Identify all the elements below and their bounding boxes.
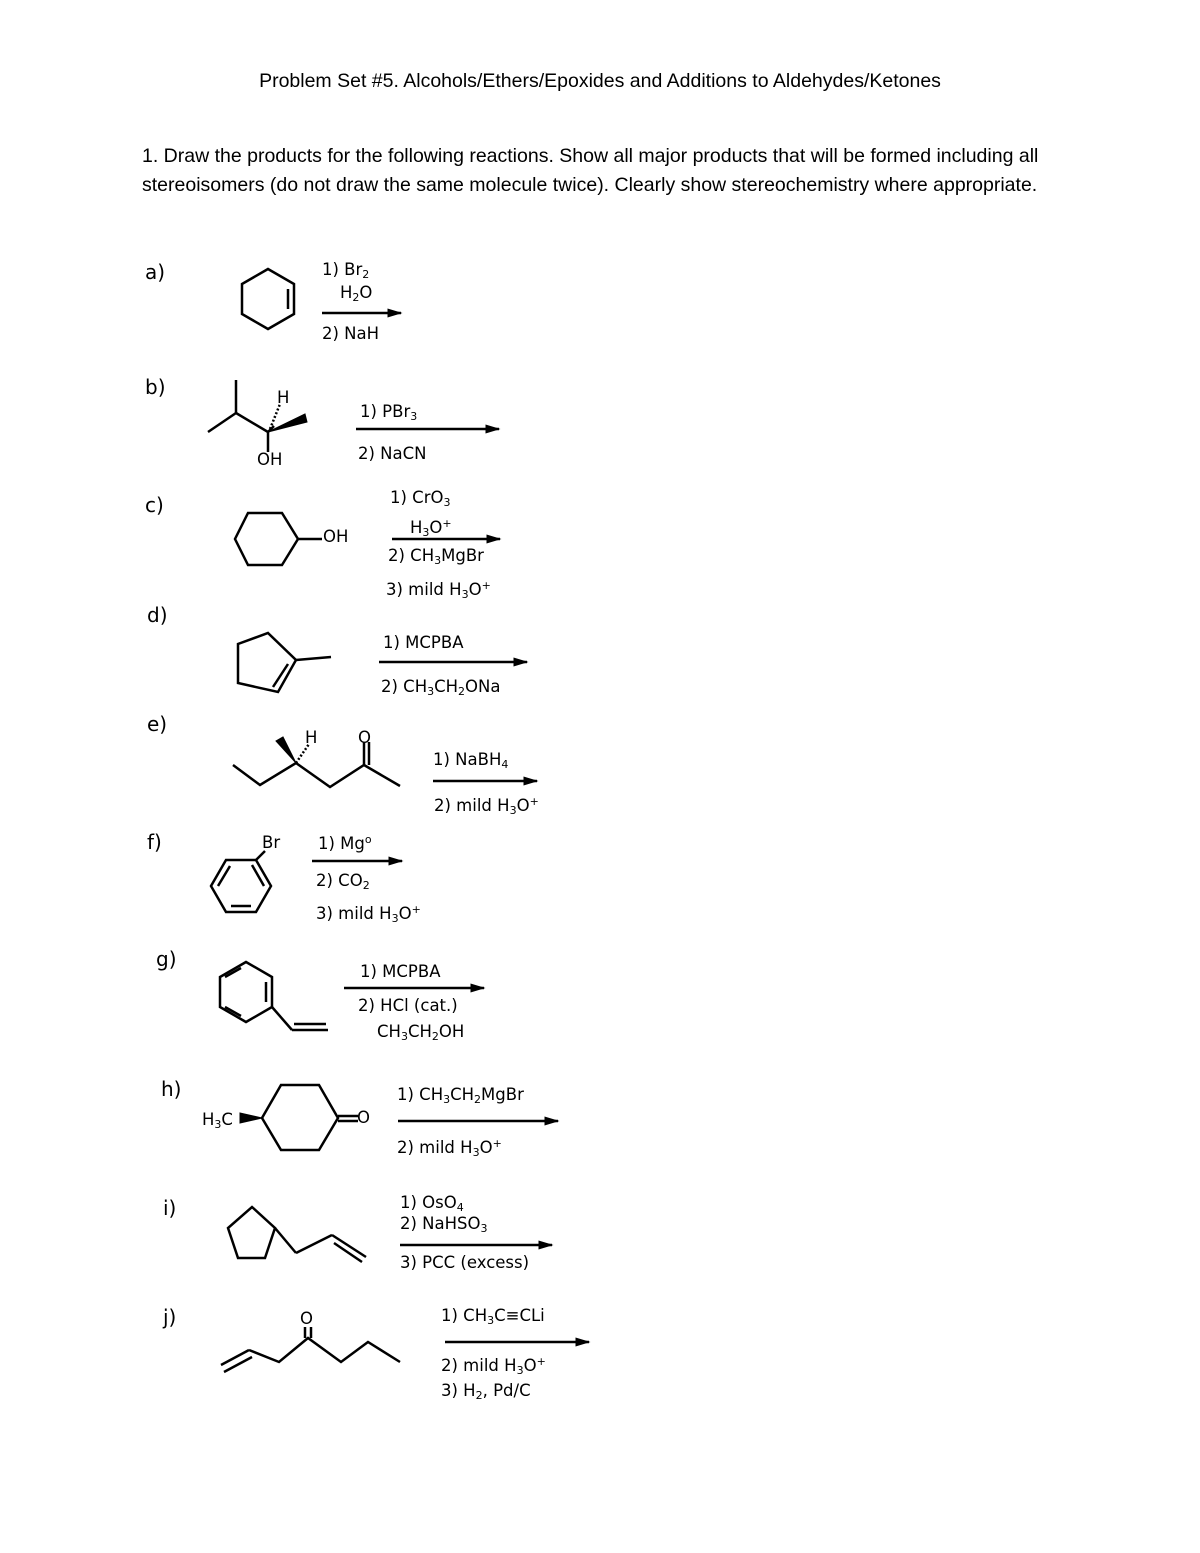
atom-label-e-h: H — [305, 728, 318, 747]
atom-label-f-br: Br — [262, 833, 281, 852]
reagent-f-2: 2) $CO_2$ — [316, 871, 370, 892]
reagent-c-1: 1) CrO$_3$ — [390, 488, 451, 509]
reagent-h-2: 2) mild $H_3O^+$ — [397, 1137, 502, 1159]
reagent-f-3: 3) mild $H_3O^+$ — [316, 903, 421, 925]
structure-d-methylcyclopentene — [238, 633, 331, 692]
problem-label-h: h) — [161, 1077, 182, 1101]
reagent-a-1: 1) $Br_2$ — [322, 260, 370, 281]
reagent-i-3: 3) PCC (excess) — [400, 1253, 530, 1272]
reagent-b-2: 2) NaCN — [358, 444, 427, 463]
atom-label-j-o: O — [300, 1309, 313, 1328]
structure-j-enone — [221, 1327, 400, 1372]
atom-label-e-o: O — [358, 728, 371, 747]
reagent-i-2: 2) NaHSO$_3$ — [400, 1214, 488, 1235]
structure-c-cyclohexanol — [235, 513, 322, 565]
reagent-a-3: 2) NaH — [322, 324, 380, 343]
atom-label-b-h: H — [277, 388, 290, 407]
reagent-d-1: 1) MCPBA — [383, 633, 464, 652]
atom-label-h-o: O — [357, 1108, 370, 1127]
reagent-c-4: 3) mild $H_3O^+$ — [386, 579, 491, 601]
atom-label-c-oh: OH — [323, 527, 349, 546]
reagent-j-3: 3) $H_2$, Pd/C — [441, 1381, 531, 1402]
structure-g-styrene — [220, 962, 328, 1030]
problem-label-e: e) — [147, 712, 168, 736]
reagent-g-2: 2) HCl (cat.) — [358, 996, 458, 1015]
structure-b-alcohol — [208, 380, 307, 452]
reagent-d-2: 2) $CH_3CH_2ONa$ — [381, 677, 501, 698]
reagent-f-1: 1) Mg$^o$ — [318, 833, 372, 853]
page-title: Problem Set #5. Alcohols/Ethers/Epoxides and Additions to Aldehydes/Ketones — [259, 70, 941, 92]
atom-label-b-oh: OH — [257, 450, 283, 469]
problem-label-d: d) — [147, 603, 168, 627]
atom-label-h-h3c: $H_3C$ — [202, 1110, 233, 1131]
reagent-a-2: $H_2O$ — [340, 283, 373, 304]
reagent-e-1: 1) NaBH$_4$ — [433, 750, 509, 771]
problem-label-f: f) — [147, 830, 162, 854]
problem-label-b: b) — [145, 375, 166, 399]
problem-label-a: a) — [145, 260, 166, 284]
reagent-c-2: $H_3O^+$ — [410, 517, 452, 539]
problem-label-i: i) — [163, 1196, 177, 1220]
reagent-h-1: 1) $CH_3CH_2MgBr$ — [397, 1085, 524, 1106]
problem-label-c: c) — [145, 493, 164, 517]
structure-e-ketone — [233, 737, 400, 787]
problem-label-g: g) — [156, 947, 177, 971]
problem-label-j: j) — [163, 1305, 177, 1329]
structure-a-cyclohexene — [242, 269, 294, 329]
reagent-i-1: 1) OsO$_4$ — [400, 1193, 464, 1214]
reagent-j-2: 2) mild $H_3O^+$ — [441, 1355, 546, 1377]
reagent-g-3: $CH_3CH_2OH$ — [377, 1022, 465, 1043]
reagent-c-3: 2) $CH_3MgBr$ — [388, 546, 484, 567]
question-text: 1. Draw the products for the following reactions. Show all major products that will be formed including all stereoisomers (do not draw the same molecule twice). Clearly show stereochemistry where appropriate. — [142, 145, 1039, 196]
structure-f-bromobenzene — [211, 851, 271, 912]
structure-i-allylcyclopentane — [228, 1207, 366, 1262]
structure-h-cyclohexanone — [240, 1085, 358, 1150]
reagent-g-1: 1) MCPBA — [360, 962, 441, 981]
reagent-j-1: 1) $CH_3C\equiv CLi$ — [441, 1306, 545, 1327]
reagent-e-2: 2) mild $H_3O^+$ — [434, 795, 539, 817]
reagent-b-1: 1) PBr$_3$ — [360, 402, 418, 423]
